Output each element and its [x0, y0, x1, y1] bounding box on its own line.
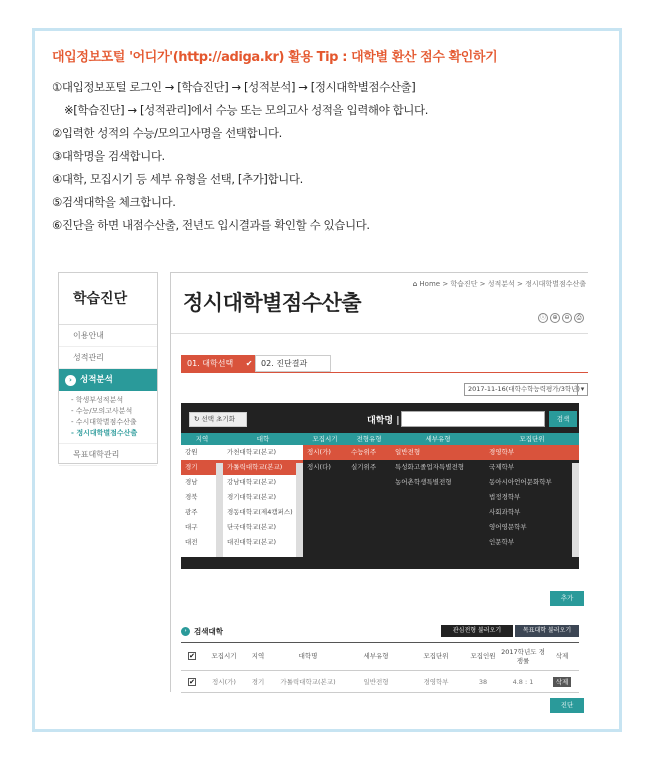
step-3: ③대학명을 검색합니다. [52, 149, 165, 163]
embedded-screenshot [58, 272, 588, 709]
list-item[interactable]: 실기위주 [351, 463, 377, 471]
cell-ratio: 4.8 : 1 [501, 671, 545, 693]
zoom-out-icon[interactable]: ⊖ [562, 313, 572, 323]
check-icon: ✔ [245, 359, 253, 368]
list-item[interactable]: 영어영문학부 [489, 523, 527, 531]
step-note: ※[학습진단] → [성적관리]에서 수능 또는 모의고사 성적을 입력해야 합니다. [64, 103, 428, 117]
university-list[interactable] [223, 445, 303, 557]
cell-count: 38 [465, 671, 501, 693]
search-button[interactable]: 검색 [549, 411, 577, 427]
side-nav-title: 학습진단 [59, 273, 157, 325]
reset-label: 선택 초기화 [201, 415, 235, 423]
search-panel [181, 403, 579, 569]
home-icon[interactable]: ⌂ [412, 280, 418, 288]
submenu-item-active[interactable]: - 정시대학별점수산출 [71, 429, 138, 437]
divider [171, 333, 588, 334]
unit-scrollbar[interactable] [572, 463, 579, 557]
list-item[interactable]: 사회과학부 [489, 508, 521, 516]
step-1: ①대입정보포털 로그인 → [학습진단] → [성적분석] → [정시대학별점수산출] [52, 80, 416, 94]
university-scrollbar[interactable] [296, 463, 303, 557]
toolbar [538, 313, 584, 323]
print-icon[interactable]: ⎙ [574, 313, 584, 323]
result-table [181, 642, 579, 693]
tip-title: 대입정보포털 '어디가'(http://adiga.kr) 활용 Tip : 대학별 환산 점수 확인하기 [52, 50, 498, 65]
steps-list [52, 78, 428, 239]
tip-box [32, 28, 622, 732]
step-2: ②입력한 성적의 수능/모의고사명을 선택합니다. [52, 126, 282, 140]
breadcrumb [413, 279, 586, 289]
list-item[interactable]: 대전 [185, 538, 198, 546]
list-item[interactable]: 농어촌학생특별전형 [395, 478, 452, 486]
header-cell: 모집단위 [407, 643, 465, 671]
side-nav-item-target[interactable]: 목표대학관리 [59, 444, 157, 466]
step-5: ⑤검색대학을 체크합니다. [52, 195, 176, 209]
col-head-type: 전형유형 [347, 433, 391, 445]
list-item[interactable]: 강남대학교(본교) [227, 478, 277, 486]
header-cell: 세부유형 [345, 643, 407, 671]
header-cell: 모집시기 [203, 643, 245, 671]
submenu-item[interactable]: - 수시대학별점수산출 [71, 418, 137, 426]
col-head-university: 대학 [223, 433, 303, 445]
exam-select[interactable] [464, 383, 588, 396]
result-title [181, 626, 223, 637]
row-checkbox[interactable]: ✔ [189, 677, 195, 686]
side-nav-item-analysis[interactable] [59, 369, 157, 391]
col-head-period: 모집시기 [303, 433, 347, 445]
submenu-item[interactable]: - 수능/모의고사분석 [71, 407, 133, 415]
side-nav-item-guide[interactable]: 이용안내 [59, 325, 157, 347]
univ-search-input[interactable] [401, 411, 545, 427]
submenu-item[interactable]: - 학생부성적분석 [71, 396, 124, 404]
list-item[interactable]: 경북 [185, 493, 198, 501]
add-button[interactable]: 추가 [550, 591, 584, 606]
unit-list[interactable] [485, 445, 579, 557]
univ-name-label: 대학명 | [367, 416, 400, 426]
list-item[interactable]: 경남 [185, 478, 198, 486]
cell-detail: 일반전형 [345, 671, 407, 693]
zoom-in-icon[interactable]: ⊕ [550, 313, 560, 323]
list-item[interactable]: 특성화고졸업자특별전형 [395, 463, 465, 471]
col-head-unit: 모집단위 [485, 433, 579, 445]
list-item[interactable]: 동아시아언어문화학부 [489, 478, 552, 486]
list-item[interactable]: 광주 [185, 508, 198, 516]
tab-underline [181, 372, 588, 373]
region-scrollbar[interactable] [216, 463, 223, 557]
period-list[interactable] [303, 445, 347, 557]
side-nav-active-label: 성적분석 [80, 375, 113, 385]
list-item[interactable]: 대구 [185, 523, 198, 531]
list-item[interactable]: 정시(다) [307, 463, 331, 471]
list-item-selected[interactable]: 경영학부 [485, 445, 579, 460]
list-item-selected[interactable]: 경기 [181, 460, 223, 475]
cell-univ: 가톨릭대학교(본교) [271, 671, 345, 693]
breadcrumb-path: > 학습진단 > 성적분석 > 정시대학별점수산출 [442, 280, 586, 288]
side-nav-submenu [59, 391, 157, 444]
exam-select-value: 2017-11-16(대학수학능력평가/3학년) [468, 385, 580, 393]
chevron-right-icon: › [65, 375, 76, 386]
list-item[interactable]: 강원 [185, 448, 198, 456]
side-nav-item-grades[interactable]: 성적관리 [59, 347, 157, 369]
cell-region: 경기 [245, 671, 271, 693]
list-item-selected[interactable]: 수능위주 [347, 445, 391, 460]
page-title: 정시대학별점수산출 [183, 291, 362, 315]
header-cell: 2017학년도 경쟁률 [501, 643, 545, 671]
tab-diagnosis-result[interactable]: 02. 진단결과 [255, 355, 331, 372]
detail-list[interactable] [391, 445, 485, 557]
info-icon[interactable]: ⓘ [539, 314, 546, 321]
list-item-selected[interactable]: 정시(가) [303, 445, 347, 460]
tab-label: 01. 대학선택 [187, 359, 234, 368]
list-item[interactable]: 단국대학교(본교) [227, 523, 277, 531]
col-head-detail: 세부유형 [391, 433, 485, 445]
list-item[interactable]: 국제학부 [489, 463, 515, 471]
header-cell: 삭제 [545, 643, 579, 671]
step-6: ⑥진단을 하면 내점수산출, 전년도 입시결과를 확인할 수 있습니다. [52, 218, 370, 232]
main-content [170, 272, 588, 709]
chevron-down-icon: ▾ [577, 384, 587, 395]
row-check[interactable] [181, 671, 203, 693]
list-item[interactable]: 경기대학교(본교) [227, 493, 277, 501]
checkbox-all[interactable]: ✔ [189, 652, 195, 660]
cell-delete [545, 671, 579, 693]
list-item-selected[interactable]: 가톨릭대학교(본교) [223, 460, 303, 475]
tab-select-university[interactable] [181, 355, 255, 372]
reset-button[interactable] [189, 412, 247, 427]
cell-period: 정시(가) [203, 671, 245, 693]
load-target-button[interactable]: 목표대학 불러오기 [515, 625, 579, 637]
header-cell: 지역 [245, 643, 271, 671]
table-row [181, 671, 579, 693]
list-item[interactable]: 가천대학교(본교) [227, 448, 277, 456]
header-cell: 모집인원 [465, 643, 501, 671]
cell-unit: 경영학부 [407, 671, 465, 693]
refresh-icon: ↻ [194, 415, 200, 423]
delete-button[interactable]: 삭제 [553, 677, 572, 687]
breadcrumb-home[interactable]: Home [419, 280, 441, 288]
table-header-row [181, 643, 579, 671]
list-item[interactable]: 경동대학교(제4캠퍼스) [227, 508, 293, 516]
step-4: ④대학, 모집시기 등 세부 유형을 선택, [추가]합니다. [52, 172, 303, 186]
col-head-region: 지역 [181, 433, 223, 445]
diagnose-button[interactable]: 진단 [550, 698, 584, 713]
load-interest-button[interactable]: 관심전형 불러오기 [441, 625, 513, 637]
type-list[interactable] [347, 445, 391, 557]
list-item[interactable]: 인문학부 [489, 538, 515, 546]
list-item[interactable]: 법정경학부 [489, 493, 521, 501]
header-cell: 대학명 [271, 643, 345, 671]
side-nav [58, 272, 158, 464]
list-item[interactable]: 대진대학교(본교) [227, 538, 277, 546]
list-item-selected[interactable]: 일반전형 [391, 445, 485, 460]
chevron-right-icon: › [181, 627, 190, 636]
result-title-label: 검색대학 [194, 627, 223, 636]
header-check[interactable] [181, 643, 203, 671]
